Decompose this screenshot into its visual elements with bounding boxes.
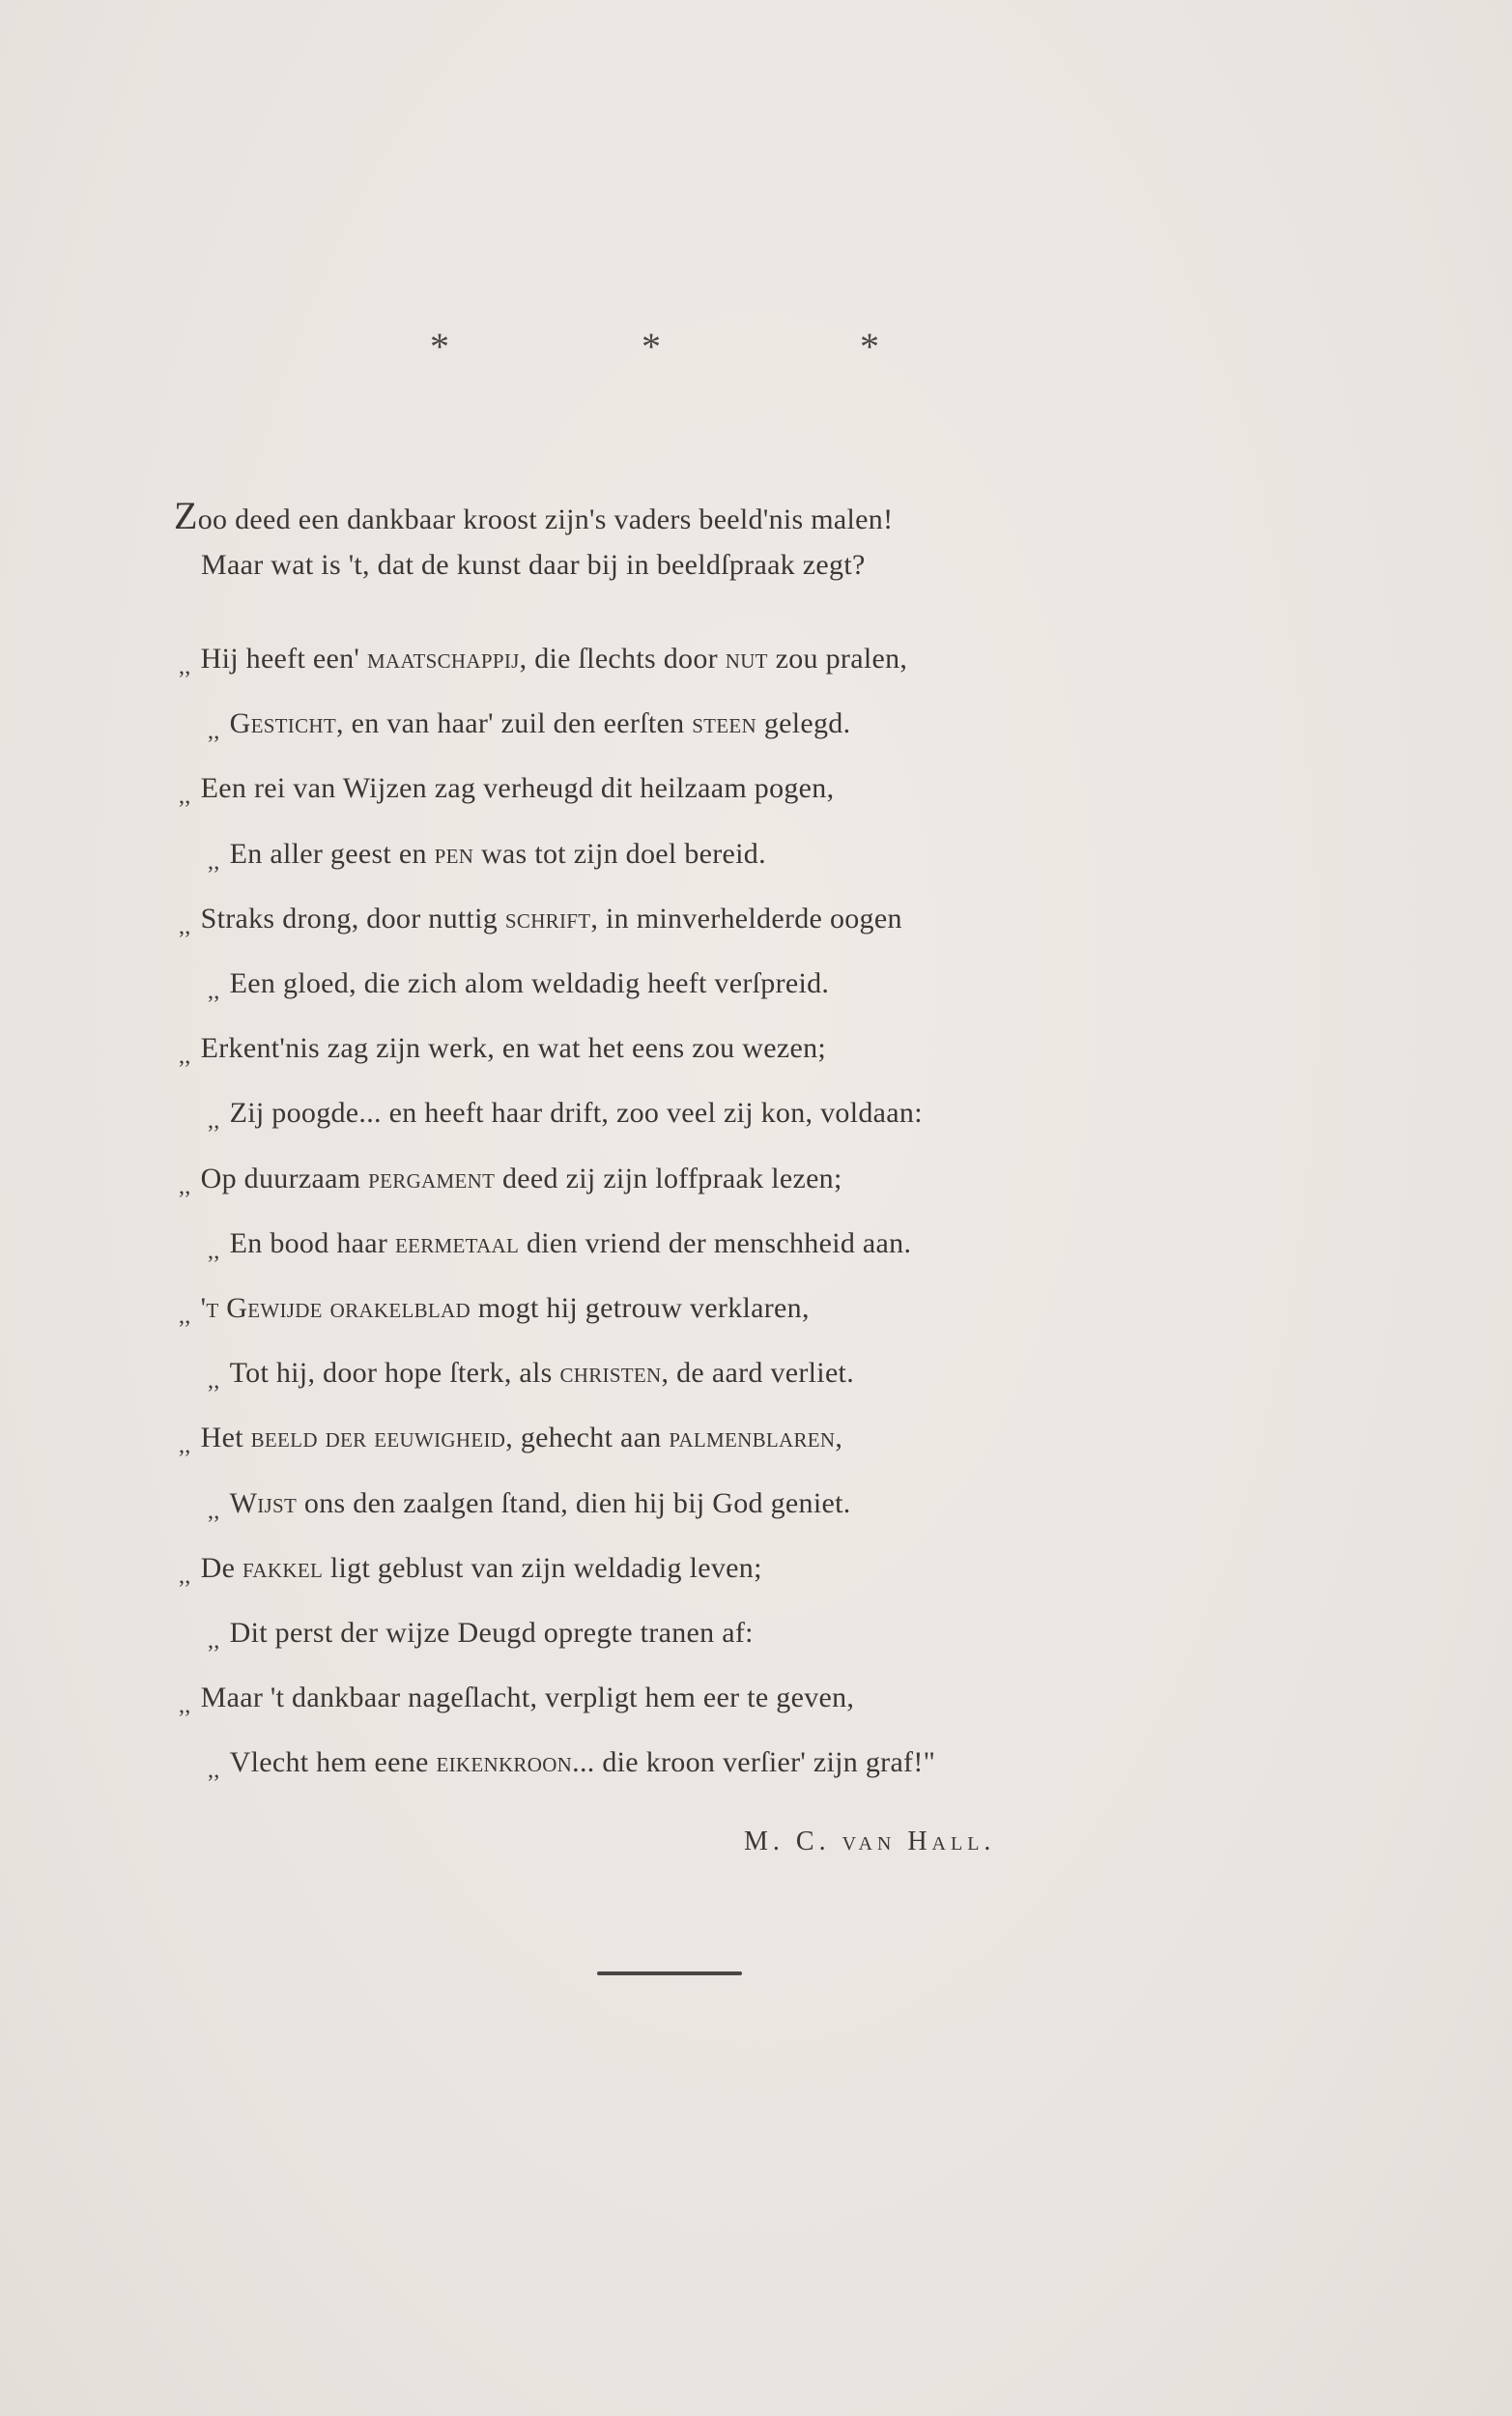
verse-line bbox=[179, 1292, 810, 1329]
verse-text: Maar 't dankbaar nageſlacht, verpligt hem eer te geven, bbox=[200, 1682, 855, 1714]
quote-mark: ,, bbox=[208, 1628, 220, 1654]
verse-line bbox=[179, 772, 835, 810]
small-caps-text: nut bbox=[725, 643, 768, 675]
verse-text: was tot zijn doel bereid. bbox=[473, 837, 766, 870]
verse-text: , gehecht aan bbox=[505, 1422, 670, 1454]
verse-text: , de aard verliet. bbox=[661, 1357, 854, 1390]
quote-mark: ,, bbox=[179, 1173, 191, 1199]
verse-text: Z bbox=[174, 494, 198, 537]
verse-text: Een gloed, die zich alom weldadig heeft verſpreid. bbox=[229, 967, 830, 999]
verse-text: En bood haar bbox=[229, 1226, 395, 1259]
quote-mark: ,, bbox=[179, 1304, 191, 1329]
verse-text: , bbox=[835, 1422, 843, 1454]
small-caps-text: schrift bbox=[504, 902, 591, 935]
small-caps-text: eermetaal bbox=[394, 1226, 520, 1259]
small-caps-text: christen bbox=[559, 1357, 662, 1390]
verse-text: oo deed een dankbaar kroost zijn's vaders beeld'nis malen! bbox=[197, 503, 894, 535]
small-caps-text: steen bbox=[692, 707, 757, 740]
quote-mark: ,, bbox=[179, 784, 191, 810]
small-caps-text: beeld der eeuwigheid bbox=[250, 1422, 506, 1454]
verse-line bbox=[179, 902, 902, 939]
verse-text: deed zij zijn loffpraak lezen; bbox=[495, 1162, 842, 1194]
verse-text: Vlecht hem eene bbox=[229, 1746, 437, 1779]
quote-mark: ,, bbox=[208, 1108, 220, 1135]
verse-text: Tot hij, door hope ſterk, als bbox=[229, 1357, 560, 1390]
verse-text: Dit perst der wijze Deugd opregte tranen af: bbox=[229, 1617, 754, 1649]
small-caps-text: fakkel bbox=[242, 1551, 324, 1584]
quote-mark: ,, bbox=[179, 654, 191, 679]
verse-line bbox=[208, 707, 851, 745]
verse-text: , die ſlechts door bbox=[519, 643, 726, 675]
quote-mark: ,, bbox=[208, 719, 220, 745]
verse-text: Een rei van Wijzen zag verheugd dit heilzaam pogen, bbox=[200, 772, 835, 805]
verse-text: Het bbox=[200, 1422, 251, 1454]
quote-mark: ,, bbox=[179, 1044, 191, 1070]
verse-line bbox=[179, 1032, 827, 1070]
verse-text: gelegd. bbox=[756, 707, 851, 740]
verse-line bbox=[208, 837, 766, 875]
verse-text: dien vriend der menschheid aan. bbox=[519, 1226, 912, 1259]
verse-line bbox=[208, 967, 830, 1004]
verse-text: ligt geblust van zijn weldadig leven; bbox=[323, 1551, 762, 1584]
quote-mark: ,, bbox=[208, 1238, 220, 1264]
verse-line bbox=[208, 1617, 754, 1654]
small-caps-text: pen bbox=[434, 837, 474, 870]
verse-text: Maar wat is 't, dat de kunst daar bij in beeldſpraak zegt? bbox=[201, 549, 866, 581]
verse-text: De bbox=[200, 1551, 242, 1584]
verse-text: ons den zaalgen ſtand, dien hij bij God geniet. bbox=[297, 1486, 851, 1519]
verse-line bbox=[208, 1746, 936, 1784]
author-signature: M. C. van Hall. bbox=[744, 1826, 996, 1856]
verse-line bbox=[179, 1551, 762, 1589]
small-caps-text: eikenkroon bbox=[436, 1746, 573, 1779]
quote-mark: ,, bbox=[208, 848, 220, 875]
intro-line bbox=[174, 493, 893, 538]
verse-text: En aller geest en bbox=[229, 837, 435, 870]
small-caps-text: palmenblaren bbox=[669, 1422, 836, 1454]
verse-line bbox=[208, 1357, 854, 1395]
quote-mark: ,, bbox=[179, 1433, 191, 1459]
quote-mark: ,, bbox=[208, 1498, 220, 1524]
verse-text: Zij poogde... en heeft haar drift, zoo veel zij kon, voldaan: bbox=[229, 1097, 923, 1130]
closing-rule bbox=[597, 1971, 742, 1975]
quote-mark: ,, bbox=[208, 1368, 220, 1395]
quote-mark: ,, bbox=[179, 1693, 191, 1719]
small-caps-text: pergament bbox=[368, 1162, 496, 1194]
quote-mark: ,, bbox=[179, 1563, 191, 1589]
verse-text: ... die kroon verſier' zijn graf!" bbox=[572, 1746, 936, 1779]
verse-line bbox=[179, 1422, 843, 1459]
verse-text: zou pralen, bbox=[767, 643, 908, 675]
verse-text: , in minverhelderde oogen bbox=[590, 902, 902, 935]
quote-mark: ,, bbox=[179, 913, 191, 939]
verse-line bbox=[179, 1682, 855, 1719]
verse-text: Hij heeft een' bbox=[200, 643, 367, 675]
quote-mark: ,, bbox=[208, 1758, 220, 1784]
verse-text: Op duurzaam bbox=[200, 1162, 369, 1194]
quote-mark: ,, bbox=[208, 979, 220, 1004]
verse-text: Straks drong, door nuttig bbox=[200, 902, 505, 935]
small-caps-text: 't Gewijde orakelblad bbox=[200, 1292, 471, 1324]
asterisk-ornament: * bbox=[642, 325, 661, 368]
small-caps-text: Gesticht bbox=[229, 707, 337, 740]
verse-text: mogt hij getrouw verklaren, bbox=[470, 1292, 810, 1324]
small-caps-text: Wijst bbox=[229, 1486, 298, 1519]
asterisk-ornament: * bbox=[430, 325, 449, 368]
verse-line bbox=[208, 1097, 923, 1135]
intro-line bbox=[201, 549, 866, 582]
asterisk-ornament: * bbox=[860, 325, 879, 368]
verse-text: Erkent'nis zag zijn werk, en wat het eens zou wezen; bbox=[200, 1032, 827, 1065]
verse-line bbox=[208, 1486, 851, 1524]
small-caps-text: maatschappij bbox=[366, 643, 520, 675]
verse-line bbox=[179, 643, 908, 679]
verse-line bbox=[179, 1162, 842, 1199]
verse-line bbox=[208, 1226, 912, 1264]
verse-text: , en van haar' zuil den eerſten bbox=[336, 707, 693, 740]
